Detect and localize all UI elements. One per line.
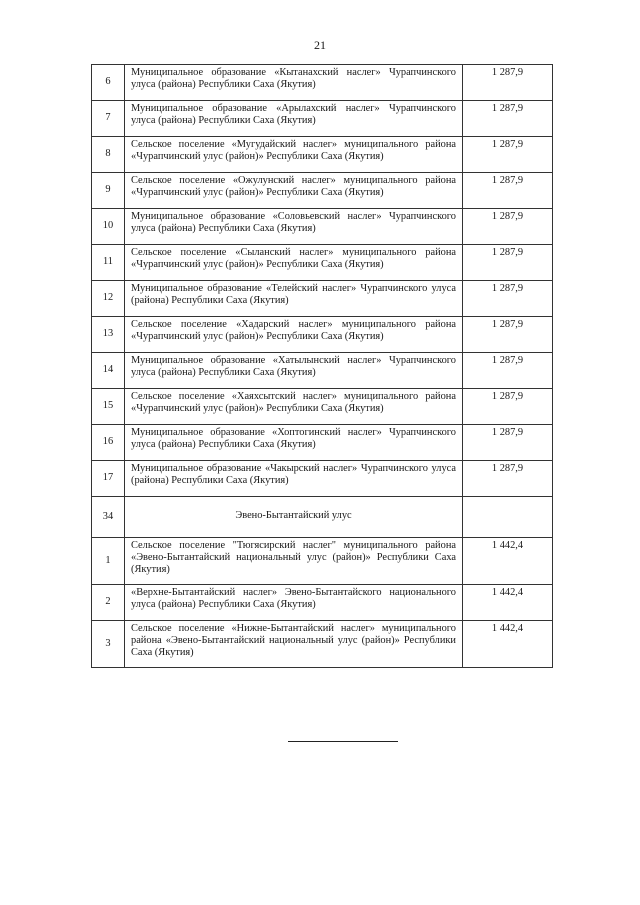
row-number: 8 [92,137,125,173]
amount-value: 1 287,9 [463,65,553,101]
row-number: 13 [92,317,125,353]
municipality-name: Сельское поселение «Сыланский наслег» муниципального района «Чурапчинский улус (район)» Республики Саха (Якутия) [125,245,463,281]
municipality-name: Сельское поселение «Нижне-Бытантайский наслег» муниципального района «Эвено-Бытантайский национальный улус (район)» Республики Саха (Якутия) [125,621,463,668]
table-row [92,173,553,209]
municipality-name: Муниципальное образование «Хоптогинский наслег» Чурапчинского улуса (района) Республики Саха (Якутия) [125,425,463,461]
amount-value: 1 287,9 [463,317,553,353]
table-row [92,538,553,585]
row-number: 14 [92,353,125,389]
table-row [92,101,553,137]
amount-value: 1 287,9 [463,209,553,245]
amount-value: 1 287,9 [463,389,553,425]
table-row [92,137,553,173]
row-number: 3 [92,621,125,668]
municipality-name: Муниципальное образование «Чакырский наслег» Чурапчинского улуса (района) Республики Саха (Якутия) [125,461,463,497]
amount-value: 1 287,9 [463,425,553,461]
table-row [92,281,553,317]
row-number: 10 [92,209,125,245]
amount-value: 1 287,9 [463,101,553,137]
end-of-document-rule [288,741,398,742]
allocation-table [91,64,553,668]
row-number: 15 [92,389,125,425]
row-number: 17 [92,461,125,497]
municipality-name: Муниципальное образование «Кытанахский наслег» Чурапчинского улуса (района) Республики Саха (Якутия) [125,65,463,101]
section-amount-empty [463,497,553,538]
page-number: 21 [314,38,326,52]
municipality-name: Муниципальное образование «Телейский наслег» Чурапчинского улуса (района) Республики Саха (Якутия) [125,281,463,317]
municipality-name: Сельское поселение «Хаяхсытский наслег» муниципального района «Чурапчинский улус (район)» Республики Саха (Якутия) [125,389,463,425]
row-number: 2 [92,585,125,621]
row-number: 16 [92,425,125,461]
municipality-name: Сельское поселение «Мугудайский наслег» муниципального района «Чурапчинский улус (район)» Республики Саха (Якутия) [125,137,463,173]
amount-value: 1 287,9 [463,353,553,389]
row-number: 11 [92,245,125,281]
municipality-name: Сельское поселение «Ожулунский наслег» муниципального района «Чурапчинский улус (район)» Республики Саха (Якутия) [125,173,463,209]
municipality-name: Муниципальное образование «Хатылынский наслег» Чурапчинского улуса (района) Республики Саха (Якутия) [125,353,463,389]
municipality-name: Муниципальное образование «Арылахский наслег» Чурапчинского улуса (района) Республики Саха (Якутия) [125,101,463,137]
table-row [92,245,553,281]
municipality-name: «Верхне-Бытантайский наслег» Эвено-Бытантайского национального улуса (района) Республики Саха (Якутия) [125,585,463,621]
row-number: 7 [92,101,125,137]
row-number: 9 [92,173,125,209]
table-row [92,209,553,245]
table-row [92,461,553,497]
table-row [92,621,553,668]
row-number: 12 [92,281,125,317]
table-row [92,585,553,621]
municipality-name: Сельское поселение «Хадарский наслег» муниципального района «Чурапчинский улус (район)» Республики Саха (Якутия) [125,317,463,353]
table-row [92,389,553,425]
row-number: 6 [92,65,125,101]
amount-value: 1 442,4 [463,538,553,585]
table-row [92,353,553,389]
amount-value: 1 287,9 [463,461,553,497]
amount-value: 1 287,9 [463,281,553,317]
amount-value: 1 287,9 [463,173,553,209]
amount-value: 1 442,4 [463,621,553,668]
amount-value: 1 442,4 [463,585,553,621]
section-number: 34 [92,497,125,538]
row-number: 1 [92,538,125,585]
section-row [92,497,553,538]
amount-value: 1 287,9 [463,137,553,173]
municipality-name: Сельское поселение "Тюгясирский наслег" муниципального района «Эвено-Бытантайский национальный улус (район)» Республики Саха (Якутия) [125,538,463,585]
section-title: Эвено-Бытантайский улус [125,497,463,538]
table-row [92,65,553,101]
municipality-name: Муниципальное образование «Соловьевский наслег» Чурапчинского улуса (района) Республики Саха (Якутия) [125,209,463,245]
table-row [92,317,553,353]
amount-value: 1 287,9 [463,245,553,281]
table-row [92,425,553,461]
